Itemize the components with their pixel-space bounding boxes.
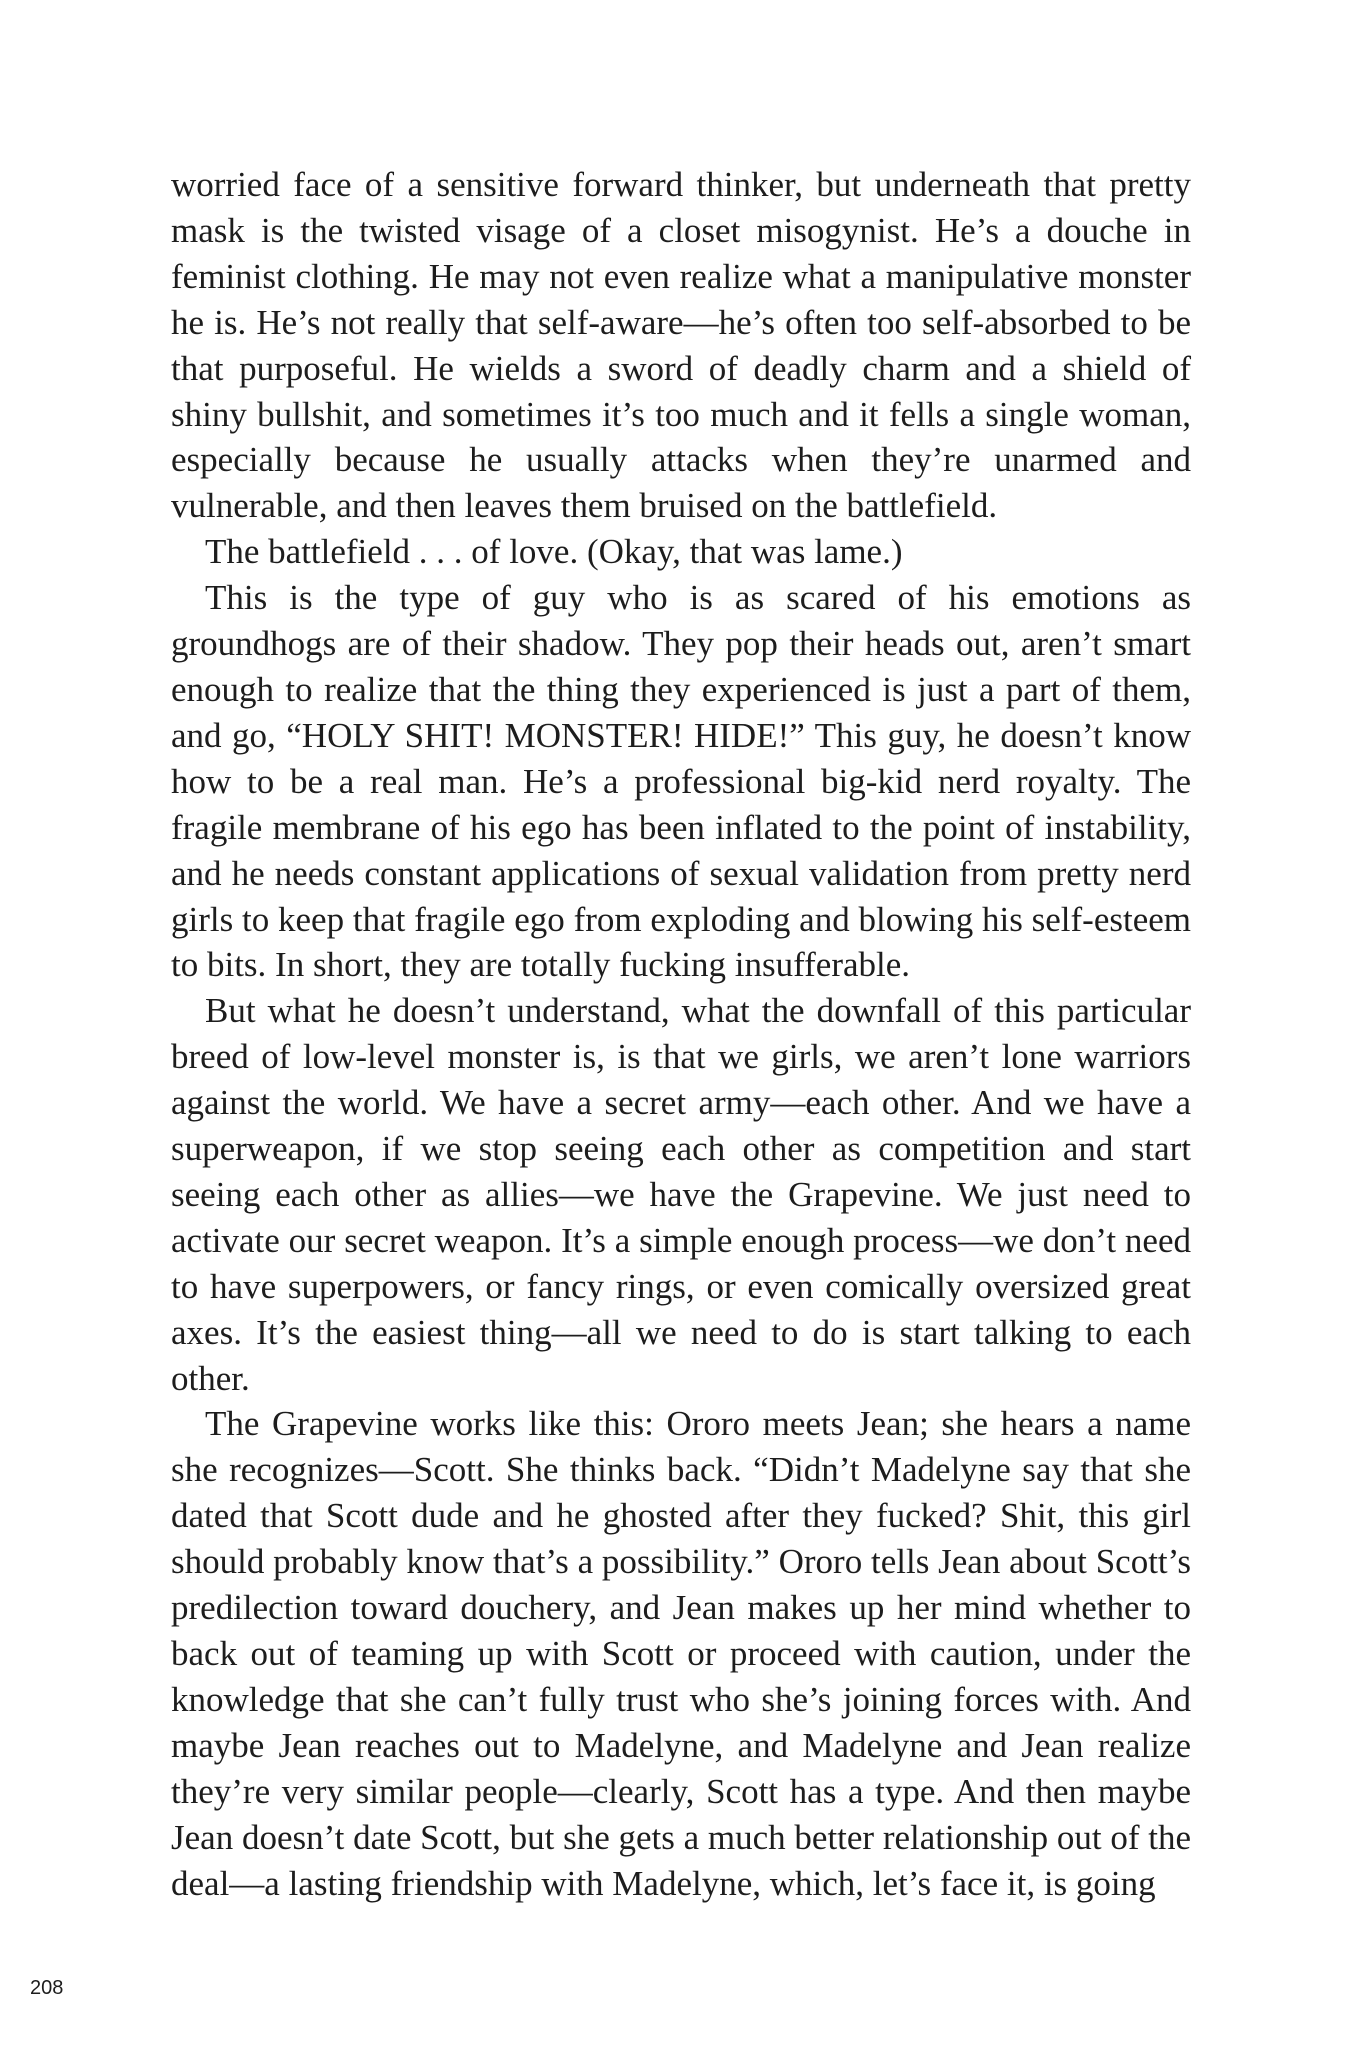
page-number: 208 [30,1977,64,1999]
paragraph-5: The Grapevine works like this: Ororo meets Jean; she hears a name she recognizes—Scott. She thinks back. “Didn’t Madelyne say that she dated that Scott dude and he ghosted after they fucked? Shit, this girl should probably know that’s a possibility.” Ororo tells Jean about Scott’s predilection toward douchery, and Jean makes up her mind whether to back out of teaming up with Scott or proceed with caution, under the knowledge that she can’t fully trust who she’s joining forces with. And maybe Jean reaches out to Madelyne, and Madelyne and Jean realize they’re very similar people—clearly, Scott has a type. And then maybe Jean doesn’t date Scott, but she gets a much better relationship out of the deal—a lasting friendship with Madelyne, which, let’s face it, is going [171,1404,1191,1903]
paragraph-4: But what he doesn’t understand, what the downfall of this particular breed of low-level monster is, is that we girls, we aren’t lone warriors against the world. We have a secret army—each other. And we have a superweapon, if we stop seeing each other as competition and start seeing each other as allies—we have the Grapevine. We just need to activate our secret weapon. It’s a simple enough process—we don’t need to have superpowers, or fancy rings, or even comically oversized great axes. It’s the easiest thing—all we need to do is start talking to each other. [171,991,1191,1398]
paragraph-1: worried face of a sensitive forward thinker, but underneath that pretty mask is the twisted visage of a closet misogynist. He’s a douche in feminist clothing. He may not even realize what a manipulative monster he is. He’s not really that self-aware—he’s often too self-absorbed to be that purposeful. He wields a sword of deadly charm and a shield of shiny bullshit, and sometimes it’s too much and it fells a single woman, especially because he usually attacks when they’re unarmed and vulnerable, and then leaves them bruised on the battlefield. [171,165,1191,526]
paragraph-2: The battlefield . . . of love. (Okay, that was lame.) [205,532,903,572]
paragraph-3: This is the type of guy who is as scared of his emotions as groundhogs are of their shadow. They pop their heads out, aren’t smart enough to realize that the thing they experienced is just a part of them, and go, “HOLY SHIT! MONSTER! HIDE!” This guy, he doesn’t know how to be a real man. He’s a professional big-kid nerd royalty. The fragile membrane of his ego has been inflated to the point of instability, and he needs constant applications of sexual validation from pretty nerd girls to keep that fragile ego from exploding and blowing his self-esteem to bits. In short, they are totally fucking insufferable. [171,578,1191,985]
body-text [171,162,1191,1906]
